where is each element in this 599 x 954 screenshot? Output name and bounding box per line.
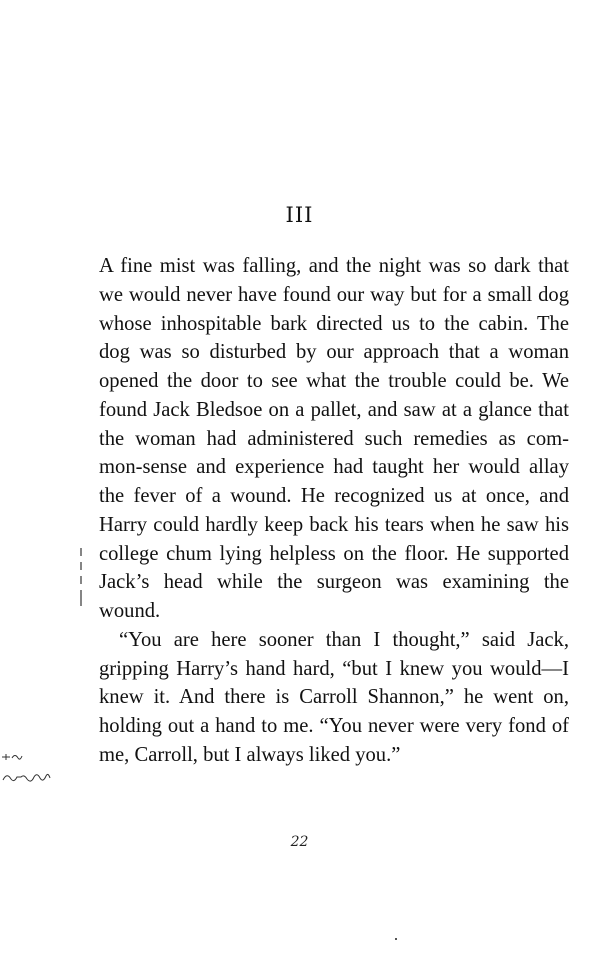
chapter-heading: III: [285, 203, 314, 227]
body-text: [99, 252, 569, 770]
paragraph-1: A fine mist was falling, and the night was so dark that we would never have found our way but for a small dog whose inhospitable bark directed us to the cabin. The dog was so disturbed by our approach that a woman opened the door to see what the trouble could be. We found Jack Bledsoe on a pallet, and saw at a glance that the woman had administered such remedies as com-mon-sense and experience had taught her would allay the fever of a wound. He recognized us at once, and Harry could hardly keep back his tears when he saw his college chum lying helpless on the floor. He supported Jack’s head while the surgeon was examining the wound.: [99, 255, 569, 622]
paper-speck: [395, 938, 397, 940]
handwritten-margin-scribble: [0, 750, 52, 788]
paragraph-2: “You are here sooner than I thought,” said Jack, gripping Harry’s hand hard, “but I knew you would—I knew it. And there is Carroll Shannon,” he went on, holding out a hand to me. “You never were very fond of me, Carroll, but I always liked you.”: [99, 628, 569, 766]
margin-line-mark: [80, 548, 82, 606]
page-number: 22: [290, 834, 309, 850]
